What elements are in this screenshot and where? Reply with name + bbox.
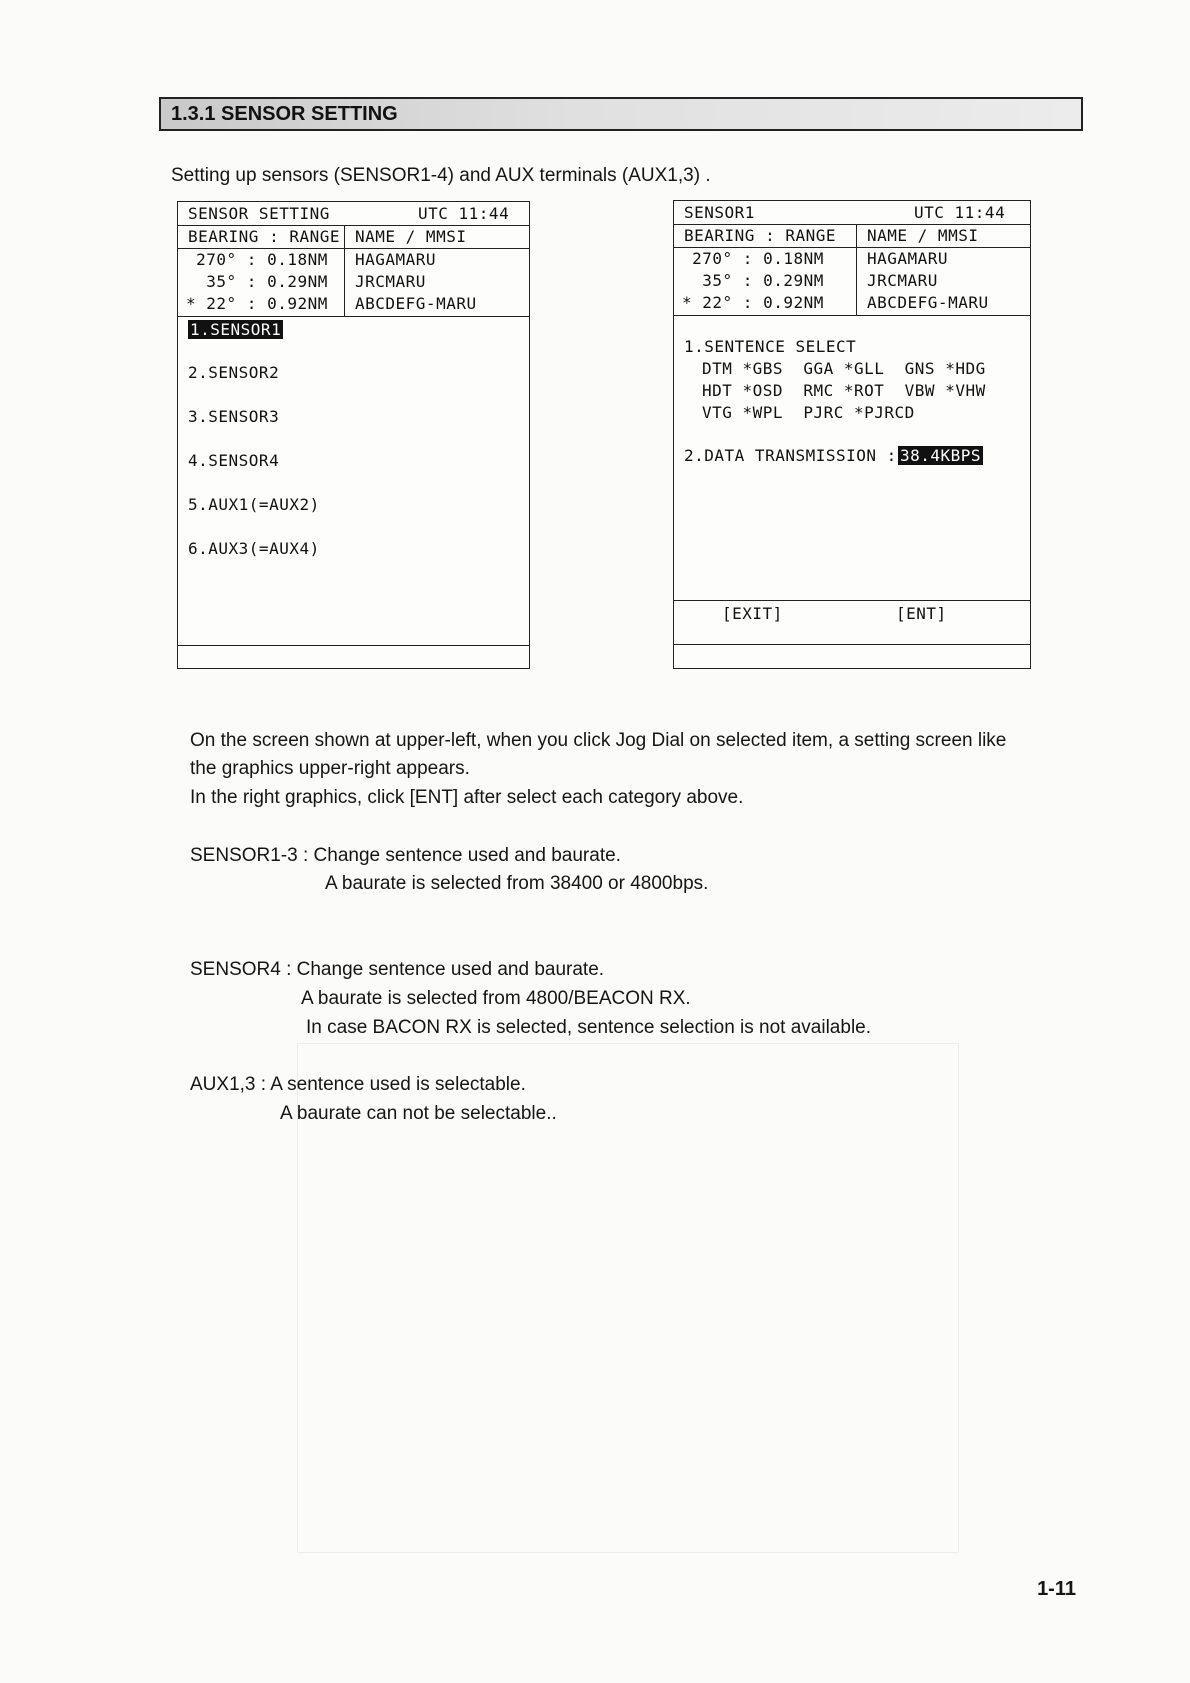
clock: UTC 11:44 [914,203,1006,222]
page-number: 1-11 [1037,1578,1076,1600]
target-name: JRCMARU [355,272,426,291]
paragraph-line: In the right graphics, click [ENT] after select each category above. [190,787,744,808]
sensor-setting-screen [177,201,530,669]
bearing-range-header: BEARING : RANGE [684,226,836,245]
clock: UTC 11:44 [418,204,510,223]
aux-description: AUX1,3 : A sentence used is selectable. [190,1074,526,1095]
screen-title: SENSOR SETTING [188,204,330,223]
screen-title: SENSOR1 [684,203,755,222]
sentence-list-line[interactable]: HDT *OSD RMC *ROT VBW *VHW [702,381,986,400]
sentence-list-line[interactable]: DTM *GBS GGA *GLL GNS *HDG [702,359,986,378]
section-header-bar [159,97,1083,131]
bearing-range-header: BEARING : RANGE [188,227,340,246]
screen-title-row [178,202,529,226]
target-bearing: * 22° : 0.92NM [682,293,824,312]
name-mmsi-header: NAME / MMSI [867,226,979,245]
target-name: HAGAMARU [355,250,437,269]
name-mmsi-header: NAME / MMSI [355,227,467,246]
target-bearing: 270° : 0.18NM [682,249,824,268]
paragraph-line: the graphics upper-right appears. [190,758,470,779]
sensor1-setting-screen [673,200,1031,669]
target-name: ABCDEFG-MARU [867,293,989,312]
data-transmission-value[interactable]: 38.4KBPS [900,446,982,465]
column-divider [344,225,345,316]
exit-button[interactable]: [EXIT] [722,604,783,623]
target-bearing: * 22° : 0.92NM [186,294,328,313]
target-bearing: 270° : 0.18NM [186,250,328,269]
target-list [674,247,1030,316]
target-name: HAGAMARU [867,249,949,268]
sensor4-description: SENSOR4 : Change sentence used and baurate. [190,959,605,980]
menu-item-aux3[interactable]: 6.AUX3(=AUX4) [188,539,320,558]
button-row-divider [674,600,1030,601]
data-transmission-item[interactable]: 2.DATA TRANSMISSION : [684,446,897,465]
menu-item-sensor3[interactable]: 3.SENSOR3 [188,407,280,426]
target-bearing: 35° : 0.29NM [186,272,328,291]
paragraph-line: On the screen shown at upper-left, when you click Jog Dial on selected item, a setting screen like [190,730,1007,751]
intro-text: Setting up sensors (SENSOR1-4) and AUX terminals (AUX1,3) . [171,165,711,186]
menu-item-sensor1[interactable]: 1.SENSOR1 [190,320,282,339]
screen-footer-divider [178,645,529,646]
sentence-list-line[interactable]: VTG *WPL PJRC *PJRCD [702,403,915,422]
sentence-select-item[interactable]: 1.SENTENCE SELECT [684,337,857,356]
target-list [178,248,529,317]
target-bearing: 35° : 0.29NM [682,271,824,290]
ent-button[interactable]: [ENT] [896,604,947,623]
target-name: ABCDEFG-MARU [355,294,477,313]
menu-item-sensor2[interactable]: 2.SENSOR2 [188,363,280,382]
column-header-row [674,224,1030,248]
column-divider [856,224,857,315]
menu-item-sensor4[interactable]: 4.SENSOR4 [188,451,280,470]
target-name: JRCMARU [867,271,938,290]
section-title: 1.3.1 SENSOR SETTING [171,103,398,125]
sensor1-3-description: SENSOR1-3 : Change sentence used and baurate. [190,845,621,866]
sensor4-beacon-note: In case BACON RX is selected, sentence selection is not available. [306,1017,872,1038]
column-header-row [178,225,529,249]
sensor4-baudrate-note: A baurate is selected from 4800/BEACON RX. [301,988,691,1009]
sensor1-3-baudrate-note: A baurate is selected from 38400 or 4800bps. [325,873,709,894]
screen-title-row [674,201,1030,225]
menu-item-aux1[interactable]: 5.AUX1(=AUX2) [188,495,320,514]
aux-baudrate-note: A baurate can not be selectable.. [280,1103,557,1124]
screen-footer-divider [674,644,1030,645]
